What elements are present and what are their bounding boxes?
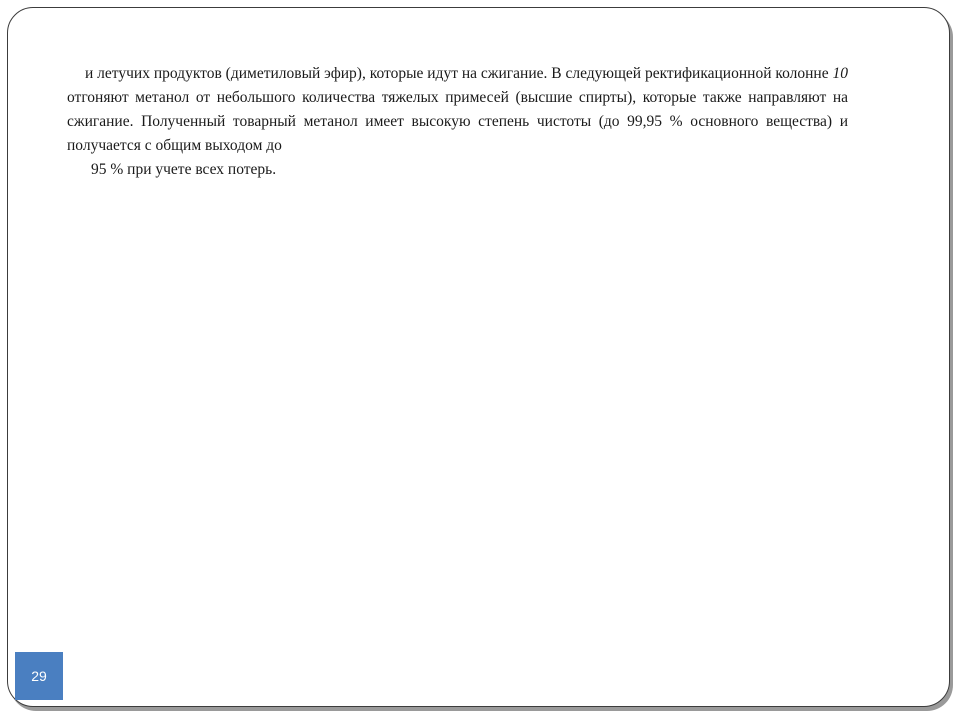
page-number: 29 — [31, 668, 47, 684]
text-paragraph — [67, 62, 848, 158]
page-number-badge — [15, 652, 63, 700]
slide-text-body — [67, 62, 848, 182]
paragraph-text-start: и летучих продуктов (диметиловый эфир), которые идут на сжигание. В следующей ректификационной колонне — [85, 65, 833, 82]
text-paragraph-continuation: 95 % при учете всех потерь. — [91, 161, 277, 178]
column-reference-number: 10 — [832, 65, 848, 82]
paragraph-text-end: отгоняют метанол от небольшого количества тяжелых примесей (высшие спирты), которые также направляют на сжигание. Полученный товарный метанол имеет высокую степень чистоты (до 99,95 % основного вещества) и получается с общим выходом до — [67, 89, 848, 154]
